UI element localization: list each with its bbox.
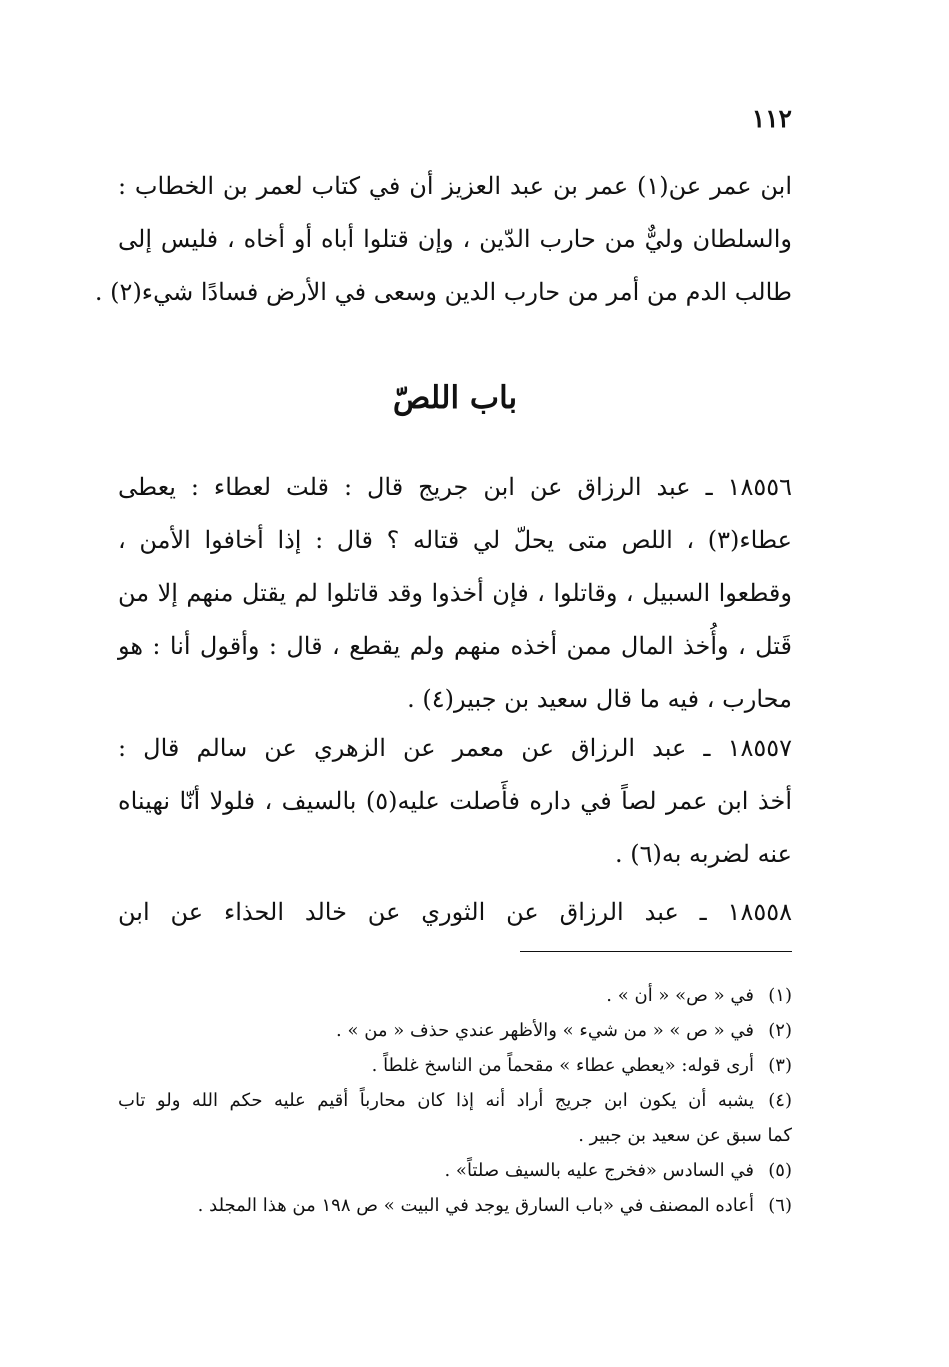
footnote-1 [118,978,792,1013]
text-line: ابن عمر عن(١) عمر بن عبد العزيز أن في كتاب لعمر بن الخطاب : [118,172,792,200]
text-line: والسلطان وليٌّ من حارب الدّين ، وإن قتلوا أباه أو أخاه ، فليس إلى [118,225,793,253]
text-line: أخذ ابن عمر لصاً في داره فأَصلت عليه(٥) بالسيف ، فلولا أنّا نهيناه [118,787,792,815]
footnote-text: كما سبق عن سعيد بن جبير . [578,1125,792,1146]
footnote-text: أرى قوله: «يعطي عطاء » مقحماً من الناسخ غلطاً . [371,1055,754,1076]
text-line: عطاء(٣) ، اللص متى يحلّ لي قتاله ؟ قال : إذا أخافوا الأمن ، [118,526,792,554]
text-line: عنه لضربه به(٦) . [614,840,792,868]
footnote-4-continuation [118,1118,792,1153]
footnote-4 [118,1083,792,1118]
hadith-18557 [118,722,792,881]
text-line: طالب الدم من أمر من حارب الدين وسعى في الأرض فسادًا شيء(٢) . [94,278,792,306]
footnote-2 [118,1013,792,1048]
footnote-6 [118,1188,792,1223]
footnote-number: (٣) [768,1055,792,1076]
footnote-5 [118,1153,792,1188]
hadith-18558 [118,886,792,939]
text-line: وقطعوا السبيل ، وقاتلوا ، فإن أخذوا وقد قاتلوا لم يقتل منهم إلا من [118,579,792,607]
footnote-3 [118,1048,792,1083]
footnote-number: (٦) [768,1195,792,1216]
footnote-number: (١) [768,985,792,1006]
footnote-text: أعاده المصنف في «باب السارق يوجد في البيت » ص ١٩٨ من هذا المجلد . [197,1195,754,1216]
footnote-separator [520,951,792,952]
footnote-text: في « ص» « أن » . [606,985,754,1006]
text-line: قَتل ، وأُخذ المال ممن أخذه منهم ولم يقطع ، قال : وأقول أنا : هو [118,632,792,660]
text-line: ١٨٥٥٦ ـ عبد الرزاق عن ابن جريج قال : قلت لعطاء : يعطى [118,473,792,501]
footnote-text: في « ص » « من شيء » والأظهر عندي حذف « من » . [336,1020,754,1041]
page-number: ١١٢ [751,104,792,133]
footnote-number: (٤) [768,1090,792,1111]
text-line: ١٨٥٥٧ ـ عبد الرزاق عن معمر عن الزهري عن سالم قال : [118,734,793,762]
footnote-number: (٥) [768,1160,792,1181]
text-line: ١٨٥٥٨ ـ عبد الرزاق عن الثوري عن خالد الحذاء عن ابن [118,898,792,926]
footnote-text: في السادس «فخرج عليه بالسيف صلتاً» . [444,1160,754,1181]
intro-paragraph [94,160,793,319]
text-line: محارب ، فيه ما قال سعيد بن جبير(٤) . [407,685,792,713]
footnote-text: يشبه أن يكون ابن جريج أراد أنه إذا كان محارباً أقيم عليه حكم الله ولو تاب [118,1090,754,1111]
hadith-18556 [118,461,792,726]
footnote-number: (٢) [768,1020,792,1041]
section-heading: باب اللصّ [392,380,518,416]
footnotes [118,978,792,1223]
